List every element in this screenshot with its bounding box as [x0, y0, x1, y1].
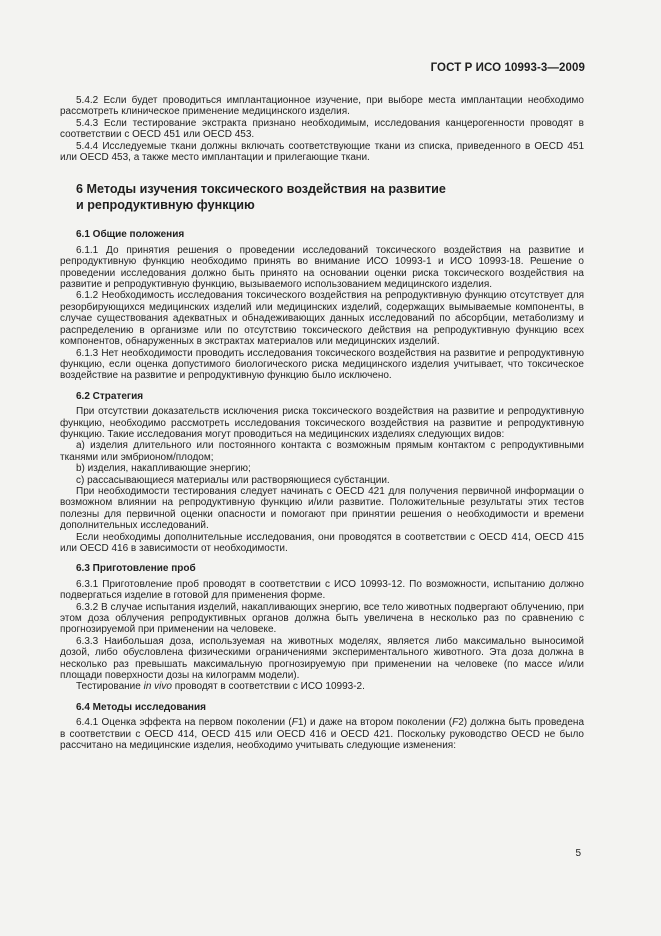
- list-item-c: c) рассасывающиеся материалы или растворяющиеся субстанции.: [76, 474, 390, 486]
- paragraph-6-3-in-vivo: [60, 681, 584, 692]
- paragraph-5-4-2: 5.4.2 Если будет проводиться имплантационное изучение, при выборе места имплантации необходимо рассмотреть клиническое применение медицинского изделия.: [60, 95, 584, 118]
- text-run: проводят в соответствии с ИСО 10993-2.: [171, 681, 365, 693]
- paragraph-6-4-1: [60, 717, 584, 751]
- paragraph-6-2-additional: Если необходимы дополнительные исследования, они проводятся в соответствии с OECD 414, OECD 415 или OECD 416 в зависимости от необходимости.: [60, 531, 584, 554]
- section-6-heading-line1: 6 Методы изучения токсического воздействия на развитие: [76, 182, 446, 197]
- paragraph-5-4-3: 5.4.3 Если тестирование экстракта признано необходимым, исследования канцерогенности проводят в соответствии с OECD 451 или OECD 453.: [60, 117, 584, 141]
- text-run: 6.4.1 Оценка эффекта на первом поколении (: [76, 717, 292, 729]
- list-item-a: a) изделия длительного или постоянного контакта с возможным прямым контактом с репродуктивными тканями или эмбрионом/плодом;: [60, 440, 584, 463]
- text-run: Тестирование: [76, 681, 144, 693]
- list-item-b: b) изделия, накапливающие энергию;: [76, 463, 251, 475]
- subsection-6-4-heading: 6.4 Методы исследования: [76, 701, 206, 713]
- document-body: [60, 95, 584, 752]
- paragraph-6-3-2: 6.3.2 В случае испытания изделий, накапливающих энергию, все тело животных подвергают облучению, при этом доза облучения репродуктивных органов должна быть увеличена в несколько раз по сравнению с прогнозируемой при применении на человеке.: [60, 601, 584, 636]
- paragraph-6-1-3: 6.1.3 Нет необходимости проводить исследования токсического воздействия на развитие и репродуктивную функцию, если оценка допустимого биологического риска медицинского изделия учитывает, что токсическое воздействие на развитие и репродуктивную функцию было исключено.: [60, 347, 584, 382]
- paragraph-6-1-1: 6.1.1 До принятия решения о проведении исследований токсического воздействия на развитие и репродуктивную функцию необходимо принять во внимание ИСО 10993-1 и ИСО 10993-18. Решение о проведении исследования должно быть принято на основании оценки риска токсического воздействия на развитие и репродуктивную функцию, вызываемого использованием медицинского изделия.: [60, 244, 584, 291]
- subsection-6-2-heading: 6.2 Стратегия: [76, 390, 144, 402]
- paragraph-6-3-3: 6.3.3 Наибольшая доза, используемая на животных моделях, является либо максимально выносимой дозой, либо обусловлена физическими ограничениями экспериментального животного. Эта доза должна в несколько раз превышать максимальную прогнозируемую при применении на человеке (по массе и/или площади поверхности дозы на килограмм модели).: [60, 635, 584, 682]
- text-run: 2) должна быть проведена в соответствии с OECD 414, OECD 415 или OECD 416 и OECD 421. Поскольку руководство OECD не было рассчитано на медицинские изделия, необходимо учитывать следующие изменения:: [60, 717, 584, 752]
- section-6-heading: [76, 181, 584, 213]
- section-6-heading-line2: и репродуктивную функцию: [76, 198, 255, 213]
- running-header: ГОСТ Р ИСО 10993-3—2009: [430, 62, 585, 74]
- subsection-6-3-heading: 6.3 Приготовление проб: [76, 563, 196, 575]
- italic-in-vivo: in vivo: [143, 681, 172, 693]
- paragraph-5-4-4: 5.4.4 Исследуемые ткани должны включать соответствующие ткани из списка, приведенного в OECD 451 или OECD 453, а также место имплантации и прилегающие ткани.: [60, 140, 584, 164]
- italic-f: F: [291, 717, 298, 729]
- italic-f: F: [452, 717, 459, 729]
- paragraph-6-1-2: 6.1.2 Необходимость исследования токсического воздействия на репродуктивную функцию отсутствует для резорбирующихся медицинских изделий или медицинских изделий, содержащих вымываемые компоненты, в случае существования адекватных и обнадеживающих данных исследований по абсорбции, метаболизму и распределению в организме или по отсутствию токсического действия на репродуктивную функцию всех компонентов, обнаруженных в экстрактах материалов или медицинских изделий.: [60, 290, 584, 348]
- paragraph-6-3-1: 6.3.1 Приготовление проб проводят в соответствии с ИСО 10993-12. По возможности, испытанию должно подвергаться изделие в готовой для применения форме.: [60, 578, 584, 602]
- text-run: 1) и даже на втором поколении (: [297, 717, 453, 729]
- paragraph-6-2-testing: При необходимости тестирования следует начинать с OECD 421 для получения первичной информации о возможном влиянии на репродуктивную функцию и/или развитие. Положительные результаты этих тестов полезны для первичной оценки опасности и помогают при принятии решения о необходимости и времени дополнительных исследований.: [60, 485, 584, 532]
- page-number: 5: [575, 848, 581, 859]
- subsection-6-1-heading: 6.1 Общие положения: [76, 229, 185, 241]
- paragraph-6-2-intro: При отсутствии доказательств исключения риска токсического воздействия на развитие и репродуктивную функцию, необходимо рассмотреть исследования токсического воздействия на развитие и репродуктивную функцию. Такие исследования могут проводиться на медицинских изделиях следующих видов:: [60, 406, 584, 440]
